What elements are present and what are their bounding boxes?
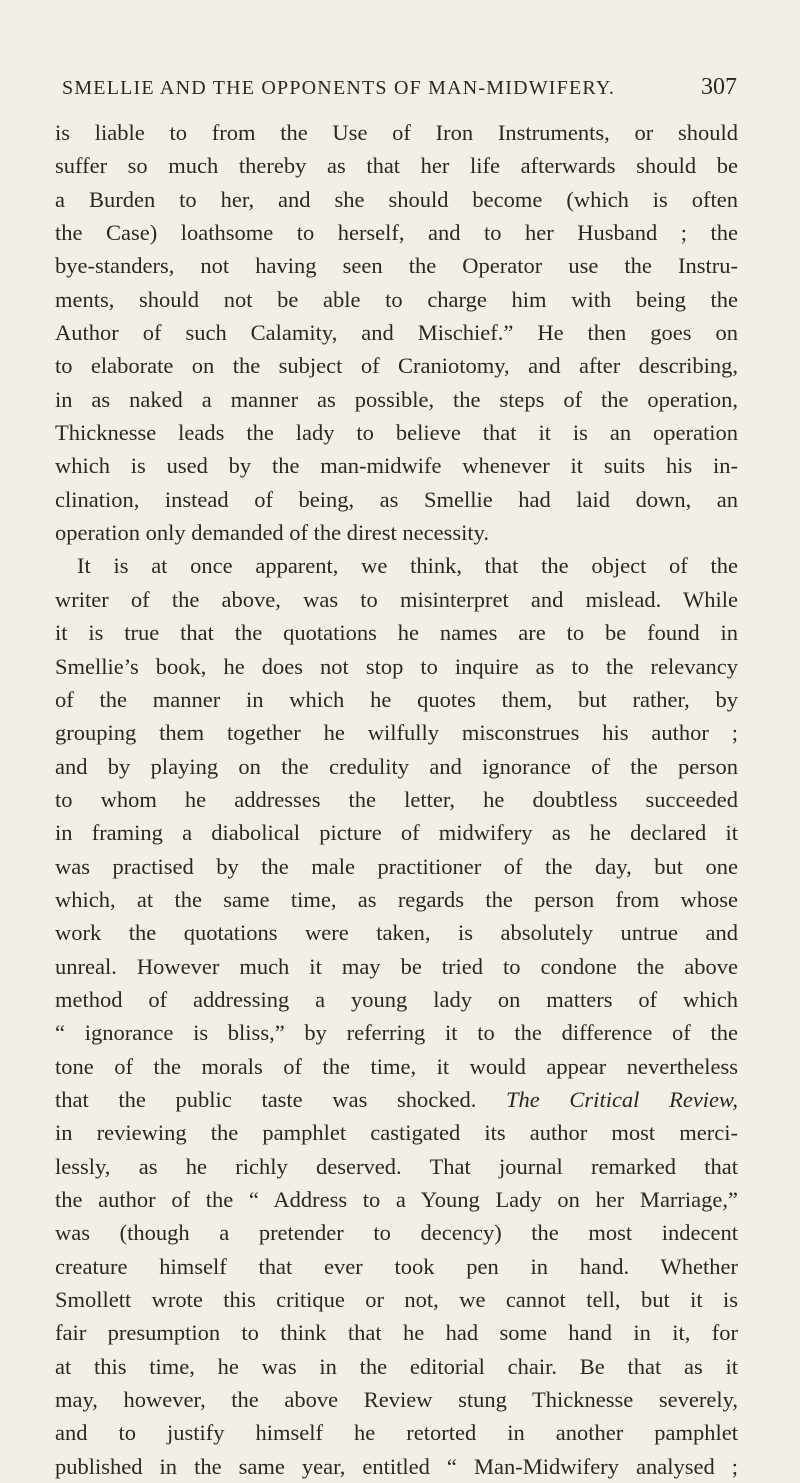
text-line: and by playing on the credulity and ignorance of the person: [55, 753, 738, 779]
text-line: a Burden to her, and she should become (which is often: [55, 186, 738, 212]
text-line: published in the same year, entitled “ Man-Midwifery analysed ;: [55, 1453, 738, 1479]
text-line: writer of the above, was to misinterpret and mislead. While: [55, 586, 738, 612]
text-line: was practised by the male practitioner of the day, but one: [55, 853, 738, 879]
text-line: Thicknesse leads the lady to believe that it is an operation: [55, 420, 738, 446]
text-line: method of addressing a young lady on matters of which: [55, 986, 738, 1012]
body-text: [55, 116, 738, 1483]
text-line: creature himself that ever took pen in hand. Whether: [55, 1253, 738, 1279]
text-line: the Case) loathsome to herself, and to her Husband ; the: [55, 220, 738, 246]
text-line: in as naked a manner as possible, the steps of the operation,: [55, 386, 738, 412]
text-line: grouping them together he wilfully misconstrues his author ;: [55, 720, 738, 746]
text-line: Smollett wrote this critique or not, we cannot tell, but it is: [55, 1287, 738, 1313]
italic-journal-title: The Critical Review,: [506, 1086, 739, 1112]
text-line: of the manner in which he quotes them, but rather, by: [55, 686, 738, 712]
text-line: suffer so much thereby as that her life afterwards should be: [55, 153, 738, 179]
text-line: in reviewing the pamphlet castigated its author most merci-: [55, 1120, 738, 1146]
text-line: lessly, as he richly deserved. That journal remarked that: [55, 1153, 738, 1179]
page-number: 307: [701, 74, 737, 100]
text-line: bye-standers, not having seen the Operator use the Instru-: [55, 253, 738, 279]
text-line: may, however, the above Review stung Thicknesse severely,: [55, 1387, 738, 1413]
text-line-with-title: that the public taste was shocked. The Critical Review,: [55, 1086, 739, 1112]
text-line: fair presumption to think that he had some hand in it, for: [55, 1320, 738, 1346]
text-line: which is used by the man-midwife whenever it suits his in-: [55, 453, 738, 479]
running-head: [62, 74, 737, 106]
text-line: “ ignorance is bliss,” by referring it to the difference of the: [55, 1020, 738, 1046]
text-line: Smellie’s book, he does not stop to inquire as to the relevancy: [55, 653, 738, 679]
text-line: unreal. However much it may be tried to condone the above: [55, 953, 738, 979]
text-line: in framing a diabolical picture of midwifery as he declared it: [55, 820, 738, 846]
text-line: it is true that the quotations he names are to be found in: [55, 620, 738, 646]
running-title: SMELLIE AND THE OPPONENTS OF MAN-MIDWIFERY.: [62, 77, 616, 99]
text-line: operation only demanded of the direst necessity.: [55, 520, 490, 546]
text-line: ments, should not be able to charge him with being the: [55, 286, 738, 312]
text-line: which, at the same time, as regards the person from whose: [55, 886, 738, 912]
text-line: to whom he addresses the letter, he doubtless succeeded: [55, 786, 738, 812]
text-line: at this time, he was in the editorial chair. Be that as it: [55, 1353, 738, 1379]
text-line: was (though a pretender to decency) the most indecent: [55, 1220, 738, 1246]
text-line: Author of such Calamity, and Mischief.” He then goes on: [55, 320, 738, 346]
text-line: work the quotations were taken, is absolutely untrue and: [55, 920, 738, 946]
text-line: and to justify himself he retorted in another pamphlet: [55, 1420, 738, 1446]
text-line: clination, instead of being, as Smellie had laid down, an: [55, 486, 738, 512]
text-line: to elaborate on the subject of Craniotomy, and after describing,: [55, 353, 738, 379]
text-line: the author of the “ Address to a Young Lady on her Marriage,”: [55, 1187, 738, 1212]
text-line: tone of the morals of the time, it would appear nevertheless: [55, 1053, 738, 1079]
text-line: is liable to from the Use of Iron Instruments, or should: [55, 120, 738, 145]
text-line: It is at once apparent, we think, that the object of the: [77, 553, 738, 579]
